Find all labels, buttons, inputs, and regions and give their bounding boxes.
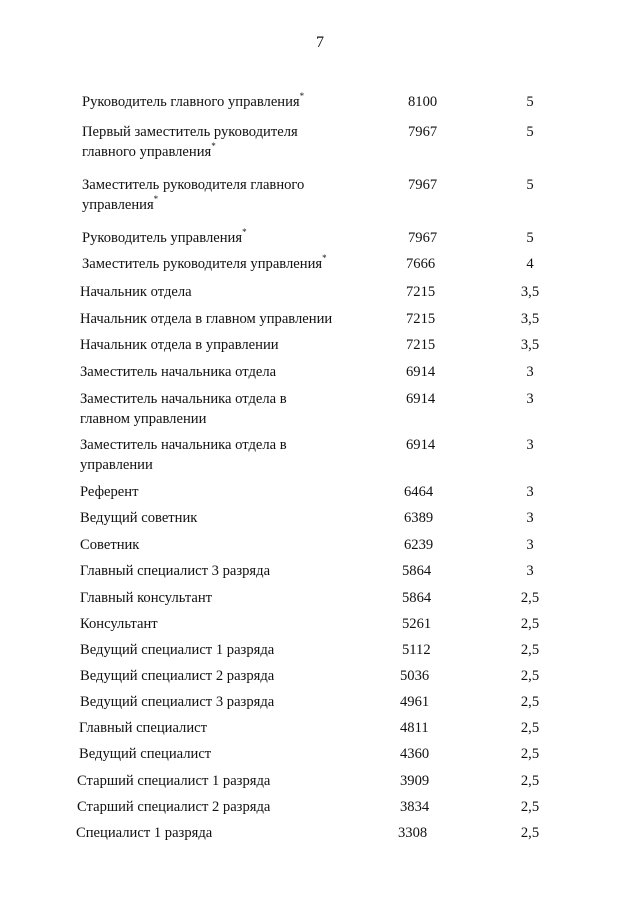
position-title: [80, 435, 320, 475]
salary-value: 4360: [400, 746, 430, 762]
position-title: [80, 482, 380, 502]
position-title: [82, 122, 337, 162]
coefficient-value: 2,5: [520, 773, 540, 789]
salary-value: 5036: [400, 668, 430, 684]
page-number: 7: [316, 34, 324, 51]
position-title-text: Специалист 1 разряда: [76, 825, 213, 841]
position-title-text: Ведущий специалист 2 разряда: [80, 668, 275, 684]
coefficient-value: 3,5: [520, 337, 540, 353]
coefficient-value: 3: [526, 437, 534, 453]
position-title-text: Начальник отдела: [80, 284, 192, 300]
position-title: [80, 535, 380, 555]
position-title: [82, 254, 382, 274]
position-title-text: Заместитель начальника отдела в управлении: [80, 437, 287, 473]
position-title: [80, 614, 380, 634]
position-title-text: Главный специалист: [79, 720, 208, 736]
position-title: [80, 640, 380, 660]
salary-value: 7666: [406, 256, 436, 272]
position-title: [82, 92, 382, 112]
salary-value: 3834: [400, 799, 430, 815]
coefficient-value: 3: [526, 510, 534, 526]
footnote-asterisk: *: [242, 227, 247, 237]
position-title-text: Заместитель начальника отдела: [80, 364, 277, 380]
coefficient-value: 2,5: [520, 590, 540, 606]
coefficient-value: 2,5: [520, 642, 540, 658]
position-title: [80, 282, 380, 302]
salary-value: 6389: [404, 510, 434, 526]
salary-value: 6239: [404, 537, 434, 553]
salary-value: 7215: [406, 337, 436, 353]
coefficient-value: 2,5: [520, 746, 540, 762]
salary-value: 4961: [400, 694, 430, 710]
footnote-asterisk: *: [211, 141, 216, 151]
position-title-text: Первый заместитель руководителя главного управления: [82, 124, 298, 160]
position-title: [80, 335, 380, 355]
coefficient-value: 3,5: [520, 284, 540, 300]
position-title-text: Старший специалист 1 разряда: [77, 773, 271, 789]
coefficient-value: 3: [526, 364, 534, 380]
coefficient-value: 2,5: [520, 825, 540, 841]
coefficient-value: 5: [526, 94, 534, 110]
salary-value: 6914: [406, 364, 436, 380]
coefficient-value: 5: [526, 177, 534, 193]
position-title-text: Главный специалист 3 разряда: [80, 563, 271, 579]
coefficient-value: 5: [526, 124, 534, 140]
position-title-text: Заместитель руководителя управления: [82, 256, 323, 272]
salary-value: 5261: [402, 616, 432, 632]
coefficient-value: 3: [526, 537, 534, 553]
salary-value: 6914: [406, 391, 436, 407]
coefficient-value: 3: [526, 484, 534, 500]
salary-value: 7967: [408, 230, 438, 246]
position-title-text: Начальник отдела в главном управлении: [80, 311, 333, 327]
coefficient-value: 3: [526, 391, 534, 407]
position-title: [80, 561, 380, 581]
position-title: [82, 228, 382, 248]
salary-value: 6464: [404, 484, 434, 500]
position-title-text: Главный консультант: [80, 590, 213, 606]
position-title: [79, 744, 379, 764]
salary-value: 3909: [400, 773, 430, 789]
salary-value: 7215: [406, 284, 436, 300]
position-title-text: Заместитель руководителя главного управления: [82, 177, 305, 213]
position-title: [80, 389, 320, 429]
position-title: [80, 309, 380, 329]
salary-value: 8100: [408, 94, 438, 110]
position-title: [77, 771, 377, 791]
position-title-text: Советник: [80, 537, 140, 553]
position-title: [80, 666, 380, 686]
position-title: [79, 718, 379, 738]
position-title: [80, 362, 380, 382]
salary-value: 6914: [406, 437, 436, 453]
salary-value: 5112: [402, 642, 431, 658]
footnote-asterisk: *: [153, 194, 159, 204]
footnote-asterisk: *: [299, 91, 305, 101]
position-title: [82, 175, 337, 215]
salary-value: 7967: [408, 177, 438, 193]
position-title-text: Ведущий специалист 3 разряда: [80, 694, 275, 710]
coefficient-value: 5: [526, 230, 534, 246]
position-title: [77, 797, 377, 817]
position-title-text: Начальник отдела в управлении: [80, 337, 279, 353]
position-title: [76, 823, 376, 843]
position-title: [80, 588, 380, 608]
position-title-text: Ведущий советник: [80, 510, 198, 526]
salary-value: 7215: [406, 311, 436, 327]
position-title-text: Ведущий специалист: [79, 746, 212, 762]
coefficient-value: 3,5: [520, 311, 540, 327]
position-title: [80, 692, 380, 712]
coefficient-value: 4: [526, 256, 534, 272]
coefficient-value: 2,5: [520, 694, 540, 710]
position-title-text: Заместитель начальника отдела в главном управлении: [80, 391, 287, 427]
position-title-text: Старший специалист 2 разряда: [77, 799, 271, 815]
coefficient-value: 2,5: [520, 799, 540, 815]
salary-value: 5864: [402, 590, 432, 606]
coefficient-value: 3: [526, 563, 534, 579]
position-title-text: Консультант: [80, 616, 158, 632]
coefficient-value: 2,5: [520, 668, 540, 684]
position-title-text: Референт: [80, 484, 139, 500]
salary-value: 3308: [398, 825, 428, 841]
coefficient-value: 2,5: [520, 616, 540, 632]
position-title-text: Руководитель главного управления: [82, 94, 300, 110]
salary-value: 7967: [408, 124, 438, 140]
position-title-text: Руководитель управления: [82, 230, 243, 246]
coefficient-value: 2,5: [520, 720, 540, 736]
salary-value: 5864: [402, 563, 432, 579]
footnote-asterisk: *: [322, 253, 327, 263]
position-title: [80, 508, 380, 528]
salary-value: 4811: [400, 720, 429, 736]
position-title-text: Ведущий специалист 1 разряда: [80, 642, 275, 658]
